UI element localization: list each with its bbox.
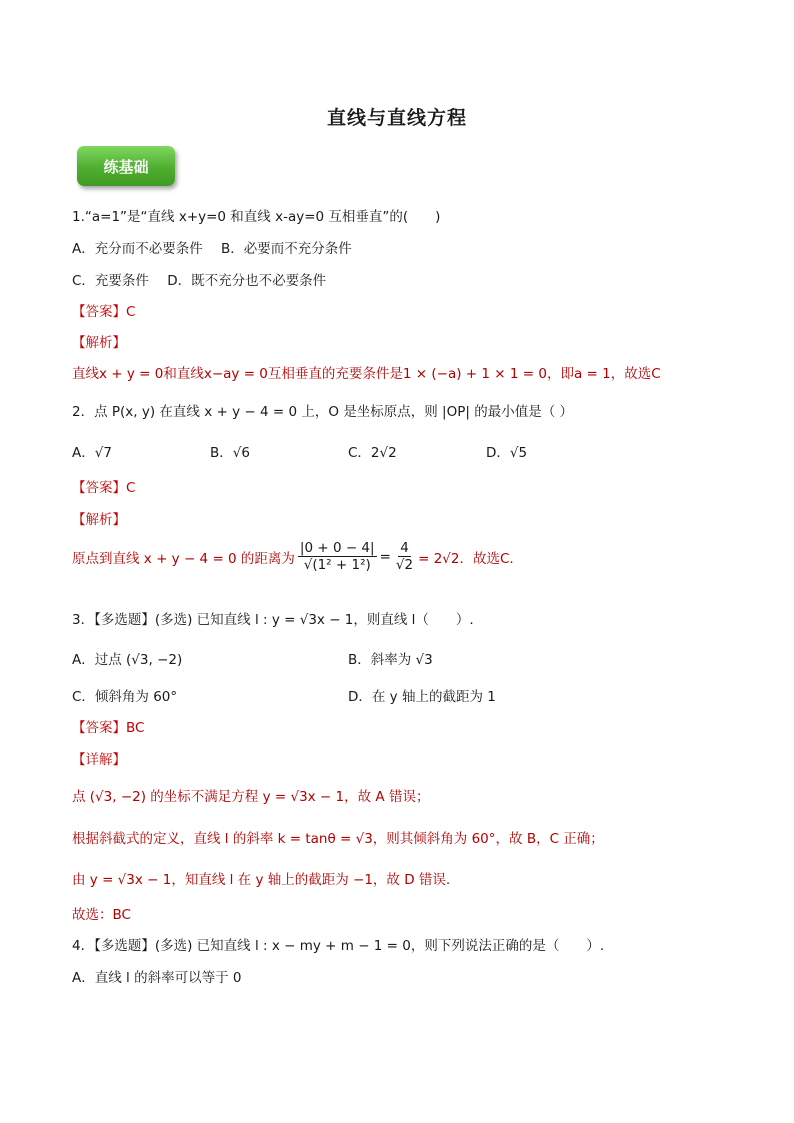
q2-fraction-2 — [394, 540, 415, 573]
q2-option-b: B．√6 — [210, 445, 250, 461]
fraction-denominator: √(1² + 1²) — [303, 557, 371, 573]
fraction-numerator: 4 — [400, 540, 409, 556]
page-title: 直线与直线方程 — [326, 107, 467, 129]
q3-option-c: C．倾斜角为 60° — [72, 689, 178, 705]
q2-analysis-post: = 2√2．故选C. — [418, 550, 514, 567]
q1-answer — [72, 300, 135, 320]
q1-analysis-label: 【解析】 — [72, 335, 126, 351]
fraction-numerator: |0 + 0 − 4| — [299, 540, 375, 556]
q2-analysis-label: 【解析】 — [72, 512, 126, 528]
q1-analysis: 直线x + y = 0和直线x−ay = 0互相垂直的充要条件是1 × (−a) + 1 × 1 = 0，即a = 1，故选C — [72, 366, 661, 382]
q1-option-b: B．必要而不充分条件 — [221, 241, 352, 257]
q3-answer — [72, 716, 144, 736]
q3-detail-3: 由 y = √3x − 1，知直线 l 在 y 轴上的截距为 −1，故 D 错误. — [72, 872, 451, 888]
q1-option-d: D．既不充分也不必要条件 — [167, 273, 327, 289]
q1-option-a: A．充分而不必要条件 — [72, 241, 203, 257]
answer-label: 【答案】 — [72, 720, 126, 736]
q2-analysis-pre: 原点到直线 x + y − 4 = 0 的距离为 — [72, 550, 295, 567]
q2-option-d: D．√5 — [486, 445, 528, 461]
q2-stem: 2．点 P(x, y) 在直线 x + y − 4 = 0 上，O 是坐标原点，则 |OP| 的最小值是（ ） — [72, 404, 573, 420]
q2-answer — [72, 476, 135, 496]
q2-fraction-1 — [298, 540, 377, 573]
q3-detail-1: 点 (√3, −2) 的坐标不满足方程 y = √3x − 1，故 A 错误； — [72, 789, 430, 805]
q3-detail-4: 故选：BC — [72, 907, 131, 923]
q1-stem: 1.“a=1”是“直线 x+y=0 和直线 x-ay=0 互相垂直”的( ) — [72, 209, 441, 225]
q3-detail-label: 【详解】 — [72, 752, 126, 768]
q3-option-a: A．过点 (√3, −2) — [72, 652, 183, 668]
q4-option-a: A．直线 l 的斜率可以等于 0 — [72, 970, 242, 986]
answer-value: C — [126, 480, 136, 496]
q3-option-d: D．在 y 轴上的截距为 1 — [348, 689, 496, 705]
q3-stem: 3．【多选题】(多选) 已知直线 l : y = √3x − 1，则直线 l（ ）. — [72, 612, 474, 628]
q3-detail-2: 根据斜截式的定义，直线 l 的斜率 k = tanθ = √3，则其倾斜角为 60°，故 B，C 正确； — [72, 831, 604, 847]
q1-options-ab — [72, 237, 352, 257]
section-badge: 练基础 — [77, 146, 175, 186]
q2-option-c: C．2√2 — [348, 445, 397, 461]
q3-option-b: B．斜率为 √3 — [348, 652, 433, 668]
q1-options-cd — [72, 269, 326, 289]
q2-option-a: A．√7 — [72, 445, 112, 461]
q1-option-c: C．充要条件 — [72, 273, 149, 289]
answer-label: 【答案】 — [72, 304, 126, 320]
answer-value: C — [126, 304, 136, 320]
q2-analysis — [72, 540, 514, 573]
answer-label: 【答案】 — [72, 480, 126, 496]
q2-equals: = — [379, 548, 391, 565]
fraction-denominator: √2 — [395, 557, 414, 573]
q4-stem: 4．【多选题】(多选) 已知直线 l : x − my + m − 1 = 0，则下列说法正确的是（ ）. — [72, 938, 605, 954]
answer-value: BC — [126, 720, 145, 736]
